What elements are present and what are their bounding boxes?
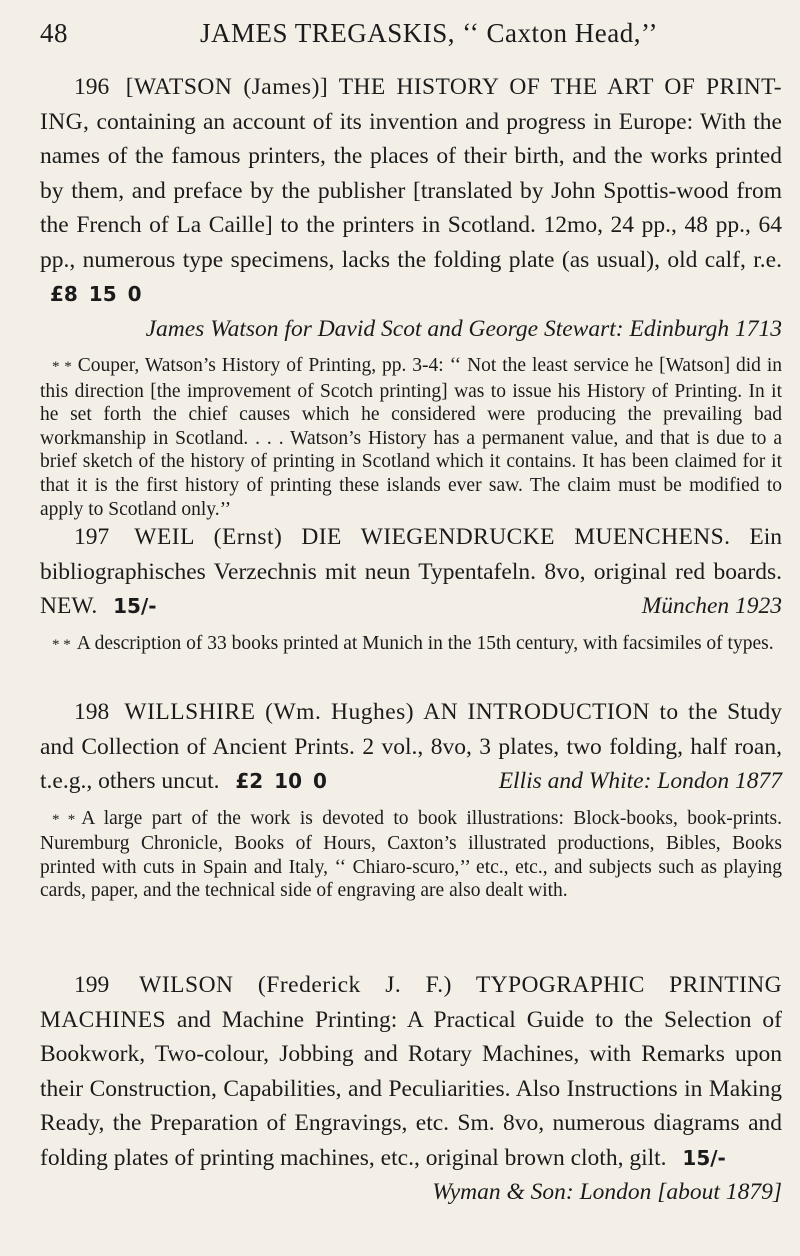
catalogue-entry-199: [40, 968, 782, 1210]
entry-price: 15/-: [113, 594, 157, 618]
entry-note-text: Couper, Watson’s History of Printing, pp. 3-4: ‘‘ Not the least service he [Watson] did in this direction [the improvement of Scotch printing] was to issue his History of Printing. In it he set forth the chief causes which he considered were producing the prevailing bad workmanship in Scotland. . . . Watson’s History has a permanent value, and that is due to a brief sketch of the history of printing in Scotland which it contains. It has been claimed for it that it is the first history of printing these islands ever saw. The claim must be modified to apply to Scotland only.’’: [40, 355, 783, 520]
entry-imprint: München 1923: [641, 593, 782, 619]
entry-main: [40, 695, 782, 799]
entry-note-text: A description of 33 books printed at Munich in the 15th century, with facsimiles of types.: [76, 632, 774, 654]
page-number: 48: [40, 18, 68, 48]
entry-imprint: Wyman & Son: London [about 1879]: [432, 1179, 782, 1205]
running-head-title: JAMES TREGASKIS, ‘‘ Caxton Head,’’: [200, 18, 658, 48]
entry-title: TYPOGRAPHIC PRINTING MACHINES: [40, 972, 783, 1033]
entry-title: THE HISTORY OF THE ART OF PRINT-ING,: [40, 74, 782, 135]
running-head: [40, 18, 782, 58]
note-asterism: * *: [52, 811, 76, 828]
catalogue-entry-197: [40, 520, 782, 657]
entry-author: WILSON (Frederick J. F.): [139, 972, 453, 998]
entry-price: £2 10 0: [235, 769, 327, 793]
entry-main: [40, 968, 783, 1205]
entry-title: AN INTRODUCTION to the: [423, 699, 718, 725]
entry-note: [40, 807, 782, 903]
entry-number: 196: [74, 74, 110, 100]
entry-description: containing an account of its invention and progress in Europe: With the names of the famous printers, the places of their birth, and the works printed by them, and preface by the publisher [translated by John Spottis-wood from the French of La Caille] to the printers in Scotland. 12mo, 24 pp., 48 pp., 64 pp., numerous type specimens, lacks the folding plate (as usual), old calf, r.e.: [40, 108, 782, 273]
entry-note: [40, 632, 782, 658]
entry-author: [WATSON (James)]: [125, 74, 329, 100]
entry-note: [40, 354, 782, 521]
entry-number: 198: [74, 699, 110, 725]
entry-price: £8 15 0: [50, 282, 142, 306]
entry-number: 197: [74, 524, 110, 550]
entry-note-text: A large part of the work is devoted to book illustrations: Block-books, book-prints. Nuremburg Chronicle, Books of Hours, Caxton’s illustrated productions, Bibles, Books printed with cuts in Spain and Italy, ‘‘ Chiaro-scuro,’’ etc., etc., and subjects such as playing cards, paper, and the technical side of engraving are also dealt with.: [40, 807, 783, 902]
note-asterism: * *: [52, 636, 71, 653]
entry-imprint: Ellis and White: London 1877: [498, 768, 782, 794]
entry-description: Study and Collection of Ancient Prints. 2 vol., 8vo, 3 plates, two folding, half roan, t.e.g., others uncut.: [40, 699, 783, 794]
entry-description: and Machine Printing: A Practical Guide to the Selection of Bookwork, Two-colour, Jobbing and Rotary Machines, with Remarks upon their Construction, Capabilities, and Peculiarities. Also Instructions in Making Ready, the Preparation of Engravings, etc. Sm. 8vo, numerous diagrams and folding plates of printing machines, etc., original brown cloth, gilt.: [40, 1006, 783, 1171]
entry-imprint: James Watson for David Scot and George Stewart: Edinburgh 1713: [145, 315, 782, 342]
catalogue-entry-198: [40, 695, 782, 903]
entry-description: Ein bibliographisches Verzechnis mit neun Typentafeln. 8vo, original red boards. NEW.: [40, 524, 782, 619]
catalogue-entry-196: [40, 70, 782, 521]
entry-number: 199: [74, 972, 110, 998]
note-asterism: * *: [52, 359, 72, 375]
entry-title: DIE WIEGENDRUCKE MUENCHENS.: [301, 524, 731, 550]
entry-author: WEIL (Ernst): [134, 524, 283, 550]
entry-main: [40, 70, 782, 346]
entry-main: [40, 520, 782, 624]
entry-author: WILLSHIRE (Wm. Hughes): [124, 699, 415, 725]
entry-price: 15/-: [682, 1145, 726, 1170]
